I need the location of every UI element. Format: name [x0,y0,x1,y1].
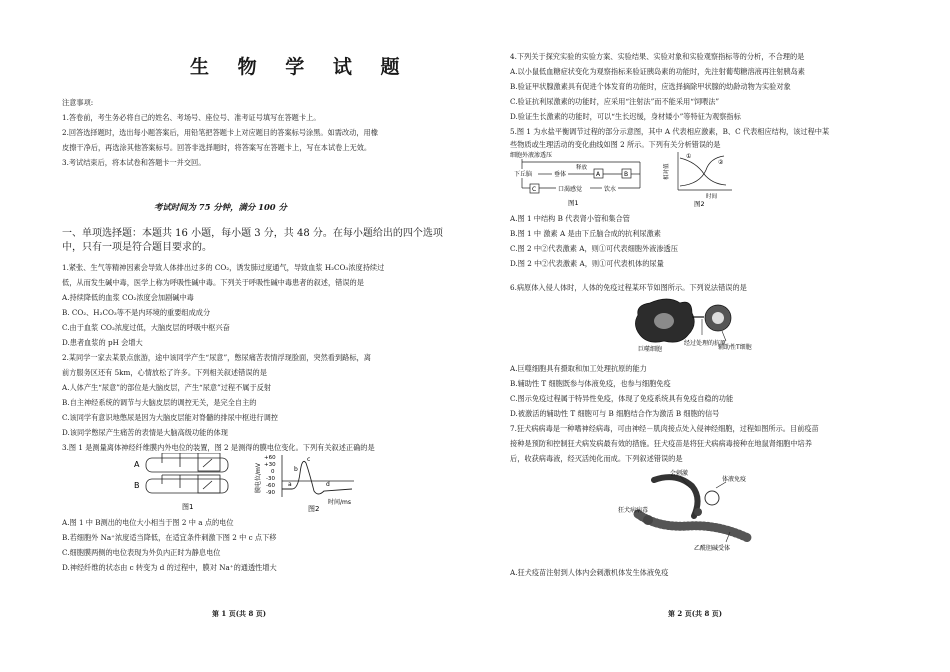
q5-thirst: 口渴感觉 [558,186,583,193]
page-number-left: 第 1 页(共 8 页) [212,609,267,618]
q3-point-b: b [294,466,298,473]
q5-option-a: A.图 1 中结构 B 代表肾小管和集合管 [510,214,630,223]
note-line: 1.答卷前，考生务必将自己的姓名、考场号、座位号、准考证号填写在答题卡上。 [62,113,321,122]
q3-tick: -60 [266,483,275,489]
q1-option-c: C.由于血浆 CO₂浓度过低，大脑皮层的呼吸中枢兴奋 [62,323,230,332]
q5-option-d: D.图 2 中②代表激素 A，则①可代表机体的尿量 [510,259,664,268]
q3-option-d: D.神经纤维的状态由 c 转变为 d 的过程中，膜对 Na⁺的通透性增大 [62,563,277,572]
q5-option-c: C.图 2 中②代表激素 A，则①可代表细胞外液渗透压 [510,244,678,253]
q2-option-d: D.该同学憋尿产生痛苦的表情是大脑高级功能的体现 [62,428,228,437]
q5-hypothalamus: 下丘脑 [514,171,533,178]
q3-label-a: A [134,460,140,469]
q5-label-c: C [532,186,537,193]
q5-option-b: B.图 1 中 激素 A 是由下丘脑合成的抗利尿激素 [510,229,661,238]
q5-release: 释放 [576,165,588,171]
q3-label-b: B [134,481,140,490]
q5-osmotic-label: 细胞外液渗透压 [510,152,553,159]
q5-label-a: A [596,171,601,178]
q3-potential-curve [282,461,352,494]
q6-option-d: D.被激活的辅助性 T 细胞可与 B 细胞结合作为激活 B 细胞的信号 [510,409,720,418]
q2-stem: 2.某同学一家去某景点旅游，途中该同学产生“尿意”，憋尿痛苦表情浮现脸面，突然看到路标，离 [62,353,371,362]
q6-helper-t-label: 辅助性T细胞 [718,344,752,351]
q7-virus-label: 狂犬病病毒 [618,507,649,514]
q2-option-a: A.人体产生“尿意”的部位是大脑皮层，产生“尿意”过程不属于反射 [62,383,272,392]
q7-stimulate-label: 会刺激 [670,470,689,477]
q7-immune-cell [705,491,719,505]
q6-option-b: B.辅助性 T 细胞既参与体液免疫，也参与细胞免疫 [510,379,671,388]
section-heading: 一、单项选择题：本题共 16 小题，每小题 3 分，共 48 分。在每小题给出的四个选项 [62,228,443,239]
notes-heading: 注意事项: [62,98,94,107]
q5-xlabel: 时间 [706,194,718,200]
q2-stem-cont: 前方服务区还有 5km，心情放松了许多。下列相关叙述错误的是 [62,368,267,377]
q6-figure [618,295,818,357]
q6-antigen-label: 经过处理的抗原 [684,340,727,347]
page-number-right: 第 2 页(共 8 页) [668,609,723,618]
q6-helper-t-nucleus [712,312,724,324]
q7-nerve-axon [654,477,698,516]
q2-option-b: B.自主神经系统的调节与大脑皮层的调控无关，是完全自主的 [62,398,257,407]
section-heading-cont: 中，只有一项是符合题目要求的。 [62,242,212,253]
q5-fig2-caption: 图2 [694,200,705,208]
note-line: 皮擦干净后，再选涂其他答案标号。回答非选择题时，将答案写在答题卡上，写在本试卷上无效。 [62,143,372,152]
q7-virus-particle [694,508,702,516]
q3-option-c: C.细胞膜两侧的电位表现为外负内正时为静息电位 [62,548,221,557]
q7-humoral-label: 体液免疫 [722,476,747,483]
q1-option-a: A.持续降低的血浆 CO₂浓度会加剧碱中毒 [62,293,194,302]
q5-curve-2-label: ② [718,159,724,166]
q5-fig1-caption: 图1 [568,199,579,207]
q4-option-a: A.以小鼠低血糖症状变化为观察指标来验证胰岛素的功能时，先注射葡萄糖溶液再注射胰岛素 [510,67,805,76]
q4-option-d: D.验证生长激素的功能时，可以“生长迟缓，身材矮小”等特征为观察指标 [510,112,741,121]
q1-option-b: B. CO₂、H₂CO₃等不是内环境的重要组成成分 [62,308,211,317]
q7-stem-cont2: 后，收获病毒液，经灭活纯化而成。下列叙述错误的是 [510,454,683,463]
q3-point-c: c [307,456,311,463]
q6-macrophage-label: 巨噬细胞 [638,346,663,353]
q2-option-c: C.该同学有意识地憋尿是因为大脑皮层能对脊髓的排尿中枢进行调控 [62,413,278,422]
q3-figure [132,453,372,513]
note-line: 2.回答选择题时，选出每小题答案后，用铅笔把答题卡上对应题目的答案标号涂黑。如需改动，用橡 [62,128,378,137]
q5-drink: 饮水 [604,186,617,193]
q7-receptor-label: 乙酰胆碱受体 [694,545,731,552]
q3-fig2-axes [282,455,354,497]
q5-stem-cont: 些物质或生理活动的变化曲线如图 2 所示。下列有关分析错误的是 [510,140,721,149]
q7-option-a: A.狂犬疫苗注射到人体内会刺激机体发生体液免疫 [510,568,669,577]
q3-tick: +60 [264,455,276,461]
q3-tick: -30 [266,476,275,482]
q6-option-a: A.巨噬细胞具有摄取和加工处理抗原的能力 [510,364,647,373]
q1-stem: 1.紧张、生气等精神因素会导致人体排出过多的 CO₂，诱发肺过度通气，导致血浆 H₂CO₃浓度持续过 [62,263,385,272]
q7-virus-particle [643,515,653,525]
q6-option-c: C.图示免疫过程属于特异性免疫，体现了免疫系统具有免疫自稳的功能 [510,394,734,403]
q3-tick: -90 [266,490,275,496]
q3-ylabel: 膜电位/mV [255,463,262,493]
q4-option-c: C.验证抗利尿激素的功能时，应采用“注射法”而不能采用“饲喂法” [510,97,720,106]
q3-point-d: d [326,481,330,488]
q6-stem: 6.病原体入侵人体时，人体的免疫过程某环节如图所示。下列说法错误的是 [510,283,747,292]
q1-option-d: D.患者血浆的 pH 会增大 [62,338,143,347]
q5-curve-1-label: ① [686,153,692,160]
q6-macrophage-nucleus [654,313,674,329]
q7-stem: 7.狂犬病病毒是一种嗜神经病毒，可由神经－肌肉接点处入侵神经细胞，过程如图所示。目前疫苗 [510,424,819,433]
q4-stem: 4.下列关于探究实验的实验方案、实验结果、实验对象和实验观察指标等的分析，不合理的是 [510,52,805,61]
q5-pituitary: 垂体 [554,171,567,178]
q5-label-b: B [624,171,629,178]
q3-point-a: a [288,481,292,488]
q3-option-a: A.图 1 中 B测出的电位大小相当于图 2 中 a 点的电位 [62,518,234,527]
q5-figure [510,150,740,208]
q5-ylabel: 相对值 [664,163,670,180]
q3-fig1-apparatus [146,453,228,493]
q3-fig1-caption: 图1 [182,503,194,511]
q7-figure [618,468,768,563]
q3-fig2-caption: 图2 [308,505,320,513]
q7-stem-cont: 接种是预防和控制狂犬病发病最有效的措施。狂犬疫苗是将狂犬病病毒接种在地鼠肾细胞中培养 [510,439,812,448]
q3-xlabel: 时间/ms [328,499,351,506]
q3-option-b: B.若细胞外 Na⁺浓度适当降低，在适宜条件刺激下图 2 中 c 点下移 [62,533,277,542]
q4-option-b: B.验证甲状腺激素具有促进个体发育的功能时，应选择摘除甲状腺的幼龄动物为实验对象 [510,82,791,91]
q3-tick: +30 [264,462,276,468]
q1-stem-cont: 低，从而发生碱中毒，医学上称为呼吸性碱中毒。下列关于呼吸性碱中毒患者的叙述，错误的是 [62,278,364,287]
q3-stem: 3.图 1 是测量离体神经纤维膜内外电位的装置，图 2 是测得的膜电位变化。下列有关叙述正确的是 [62,443,375,452]
paper-title: 生 物 学 试 题 [190,56,411,78]
q3-tick: 0 [271,469,275,475]
exam-time-info: 考试时间为 75 分钟，满分 100 分 [154,202,287,212]
note-line: 3.考试结束后，将本试卷和答题卡一并交回。 [62,158,206,167]
q5-stem: 5.图 1 为水盐平衡调节过程的部分示意图，其中 A 代表相应激素，B、C 代表相应结构，该过程中某 [510,127,830,136]
